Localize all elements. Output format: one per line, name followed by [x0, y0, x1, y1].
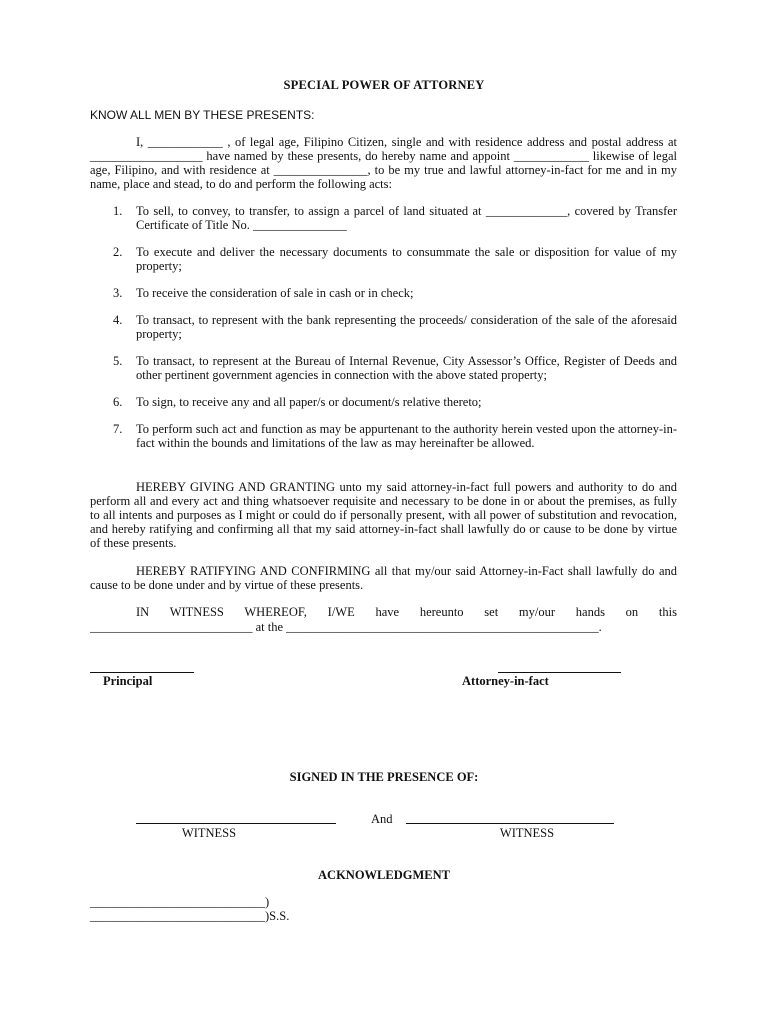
ratifying-paragraph: HEREBY RATIFYING AND CONFIRMING all that my/our said Attorney-in-Fact shall lawfully do and cause to be done under and by virtue of these presents. — [90, 564, 677, 592]
signed-presence-heading: SIGNED IN THE PRESENCE OF: — [289, 770, 479, 784]
act-text: To transact, to represent with the bank representing the proceeds/ consideration of the sale of the aforesaid property; — [136, 313, 677, 341]
acts-list — [90, 204, 677, 463]
principal-label: Principal — [103, 674, 153, 688]
act-number: 1. — [113, 204, 123, 218]
date-place-line: __________________________ at the __________________________________________________. — [90, 620, 602, 634]
act-text: To receive the consideration of sale in cash or in check; — [136, 286, 414, 300]
act-item — [90, 204, 677, 232]
and-label: And — [371, 812, 393, 826]
venue-line-1: ____________________________) — [90, 895, 270, 909]
venue-line-2: ____________________________)S.S. — [90, 909, 290, 923]
act-text: To perform such act and function as may be appurtenant to the authority herein vested upon the attorney-in-fact within the bounds and limitations of the law as may hereinafter be allowed. — [136, 422, 677, 450]
act-item — [90, 422, 677, 450]
act-number: 5. — [113, 354, 123, 368]
witness-2-label: WITNESS — [499, 826, 555, 840]
document-title: SPECIAL POWER OF ATTORNEY — [283, 78, 485, 92]
witness-whereof-line: IN WITNESS WHEREOF, I/WE have hereunto set my/our hands on this — [136, 605, 677, 619]
act-number: 7. — [113, 422, 123, 436]
act-item — [90, 354, 677, 382]
act-number: 6. — [113, 395, 123, 409]
act-text: To execute and deliver the necessary documents to consummate the sale or disposition for value of my property; — [136, 245, 677, 273]
act-number: 3. — [113, 286, 123, 300]
acknowledgment-heading: ACKNOWLEDGMENT — [318, 868, 450, 882]
intro-paragraph: I, ____________ , of legal age, Filipino Citizen, single and with residence address and postal address at __________________ have named by these presents, do hereby name and appoint ____________ likewise of legal age, Filipino, and with residence at _______________, to be my true and lawful attorney-in-fact for me and in my name, place and stead, to do and perform the following acts: — [90, 135, 677, 191]
witness-1-label: WITNESS — [181, 826, 237, 840]
act-item — [90, 395, 677, 409]
attorney-label: Attorney-in-fact — [462, 674, 549, 688]
greeting: KNOW ALL MEN BY THESE PRESENTS: — [90, 108, 315, 122]
act-text: To transact, to represent at the Bureau of Internal Revenue, City Assessor’s Office, Register of Deeds and other pertinent government agencies in connection with the above stated property; — [136, 354, 677, 382]
act-number: 2. — [113, 245, 123, 259]
act-number: 4. — [113, 313, 123, 327]
act-text: To sell, to convey, to transfer, to assign a parcel of land situated at _____________, covered by Transfer Certificate of Title No. _______________ — [136, 204, 677, 232]
giving-paragraph: HEREBY GIVING AND GRANTING unto my said attorney-in-fact full powers and authority to do and perform all and every act and thing whatsoever requisite and necessary to be done in or about the premises, as fully to all intents and purposes as I might or could do if personally present, with all power of substitution and revocation, and hereby ratifying and confirming all that my said attorney-in-fact shall lawfully do or cause to be done by virtue of these presents. — [90, 480, 677, 550]
principal-signature-line — [90, 672, 194, 673]
attorney-signature-line — [498, 672, 621, 673]
act-text: To sign, to receive any and all paper/s or document/s relative thereto; — [136, 395, 482, 409]
act-item — [90, 286, 677, 300]
witness-2-signature-line — [406, 823, 614, 824]
witness-1-signature-line — [136, 823, 336, 824]
act-item — [90, 313, 677, 341]
act-item — [90, 245, 677, 273]
